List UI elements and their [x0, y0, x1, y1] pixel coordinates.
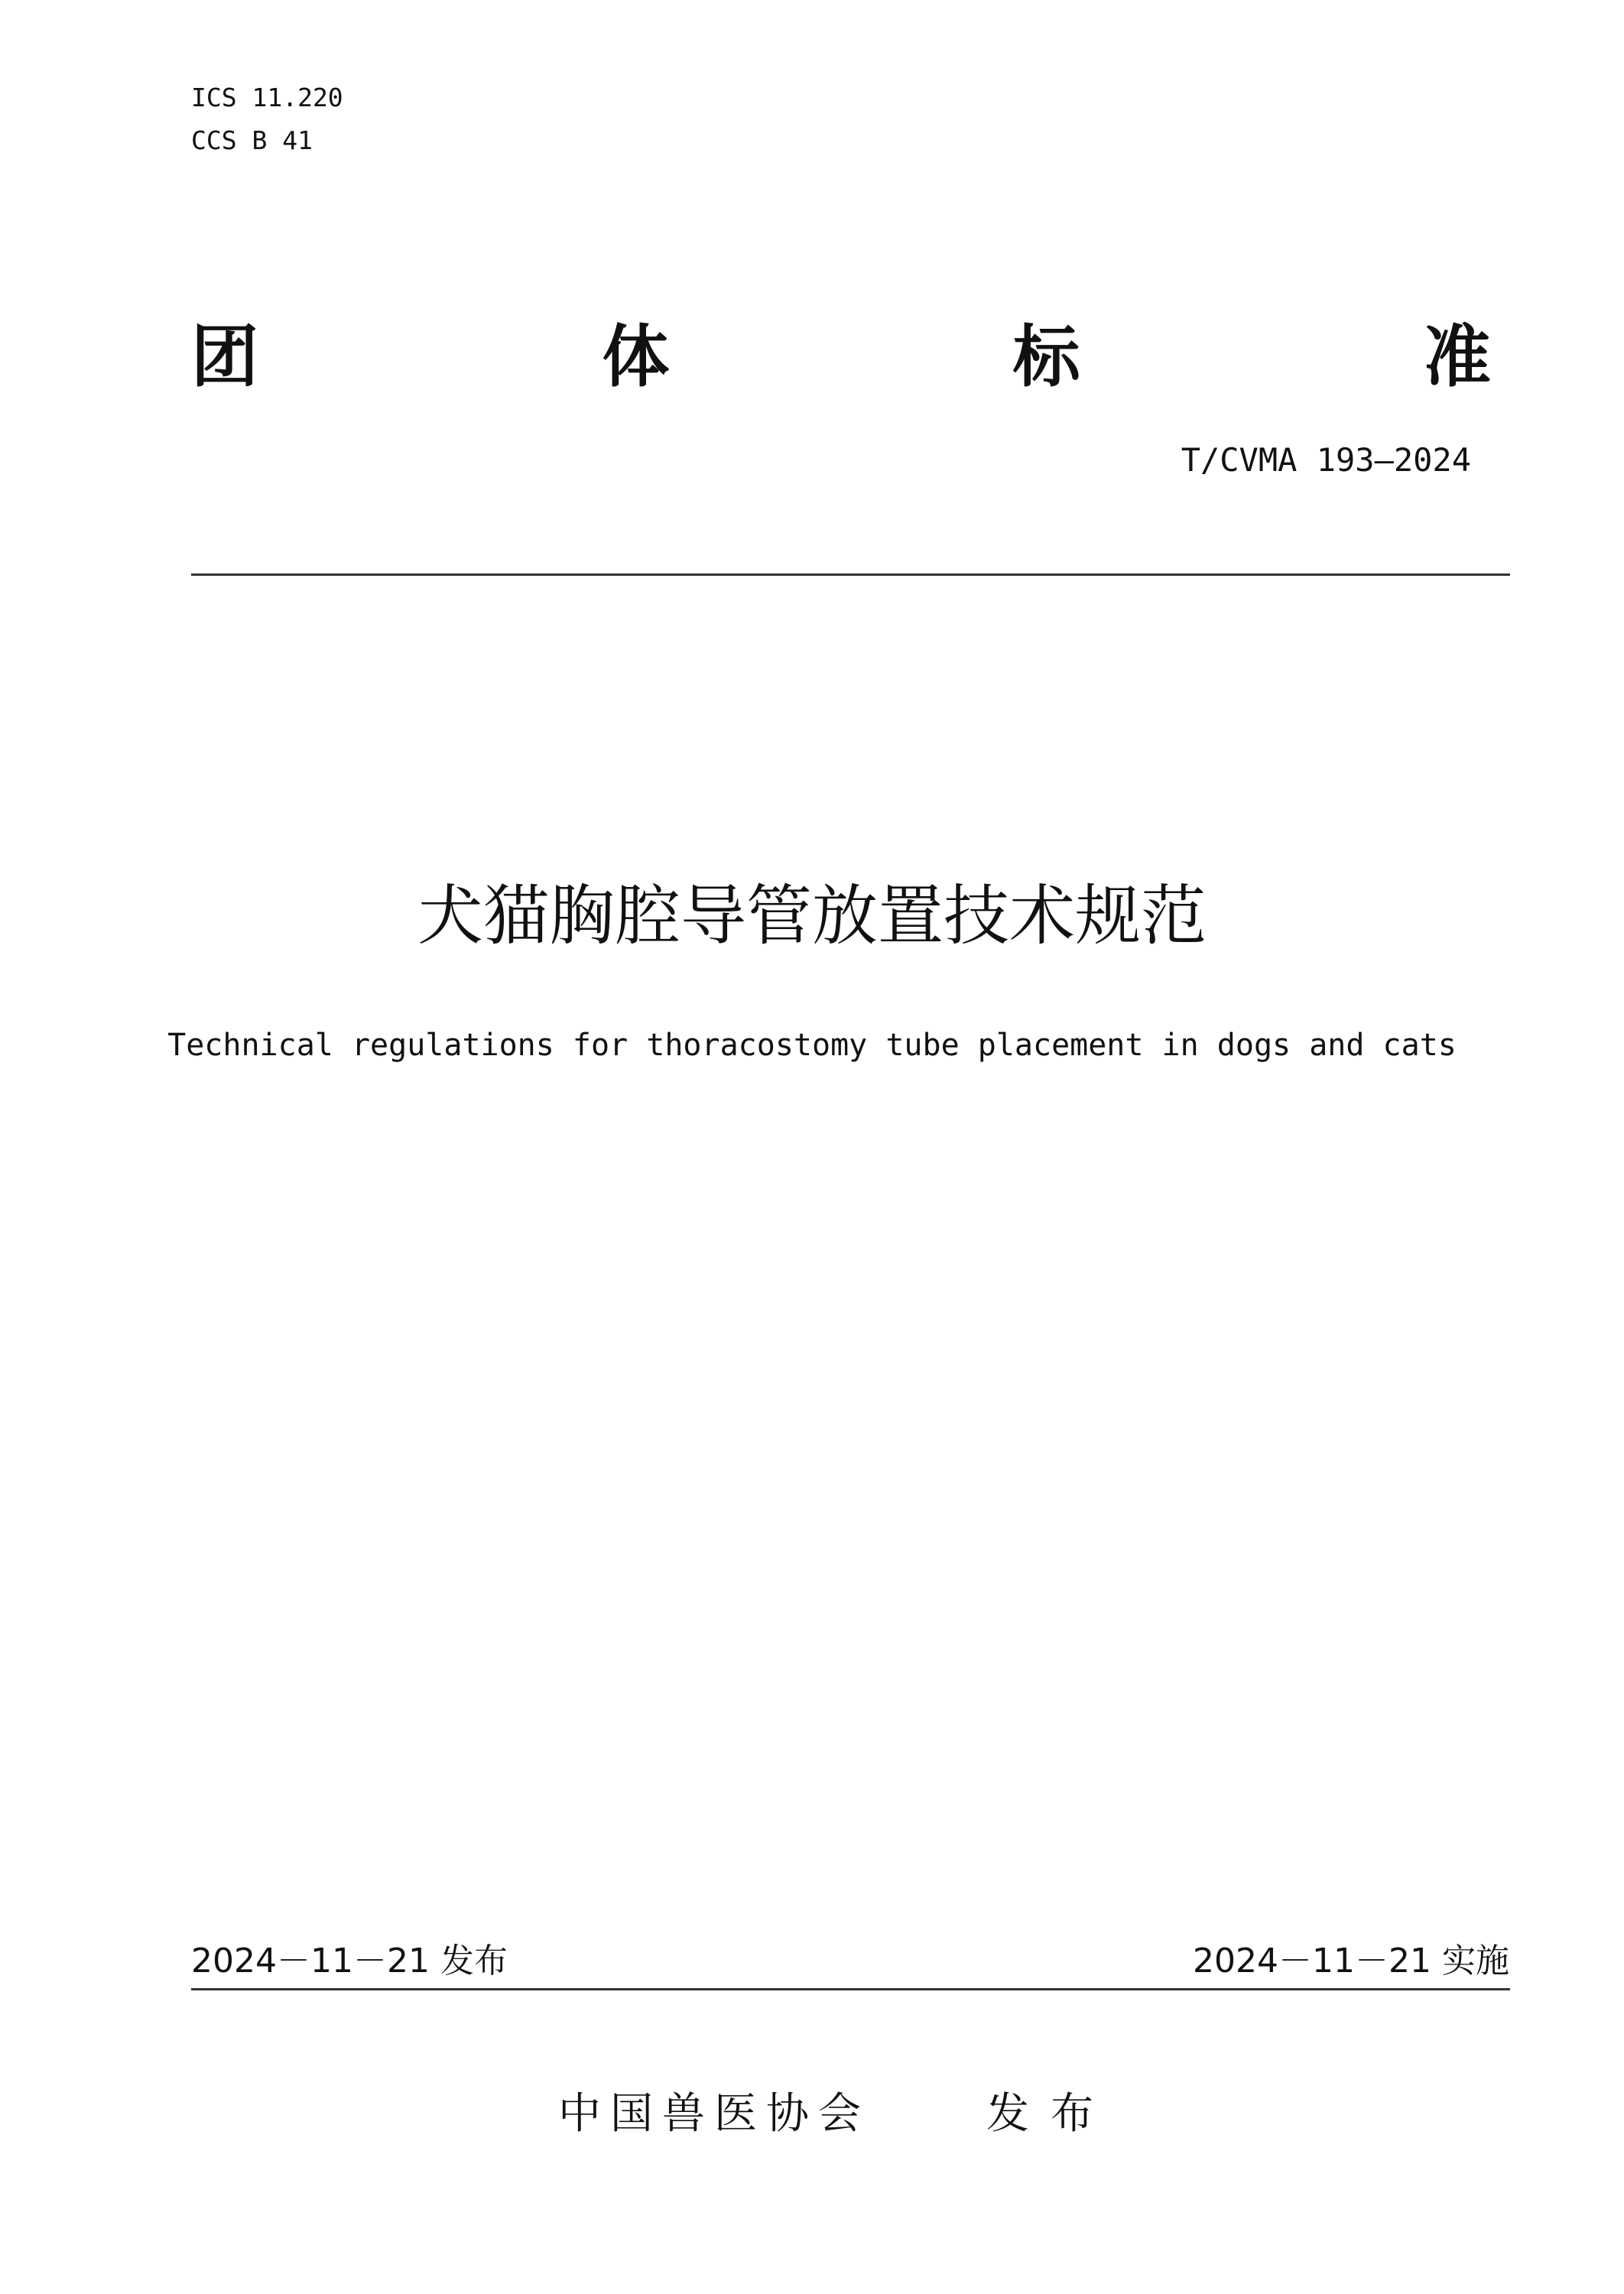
document-title-english: Technical regulations for thoracostomy tube placement in dogs and cats: [167, 1028, 1457, 1063]
publisher-name: 中国兽医协会: [558, 2089, 870, 2139]
standard-type-char: 体: [602, 317, 670, 396]
standard-type-char: 标: [1012, 317, 1080, 396]
ics-code: ICS 11.220: [191, 83, 343, 112]
standard-type-char: 团: [191, 317, 259, 396]
document-title-chinese: 犬猫胸腔导管放置技术规范: [417, 878, 1207, 954]
standard-type-char: 准: [1423, 317, 1491, 396]
bottom-divider: [191, 1988, 1510, 1990]
standard-number: T/CVMA 193—2024: [1181, 441, 1471, 479]
issue-date: 2024－11－21 发布: [191, 1941, 508, 1980]
implementation-date: 2024－11－21 实施: [1193, 1941, 1509, 1980]
ccs-code: CCS B 41: [191, 125, 313, 155]
standard-type-heading: [191, 310, 1491, 394]
publish-label: 发布: [986, 2089, 1115, 2139]
top-divider: [191, 574, 1510, 576]
